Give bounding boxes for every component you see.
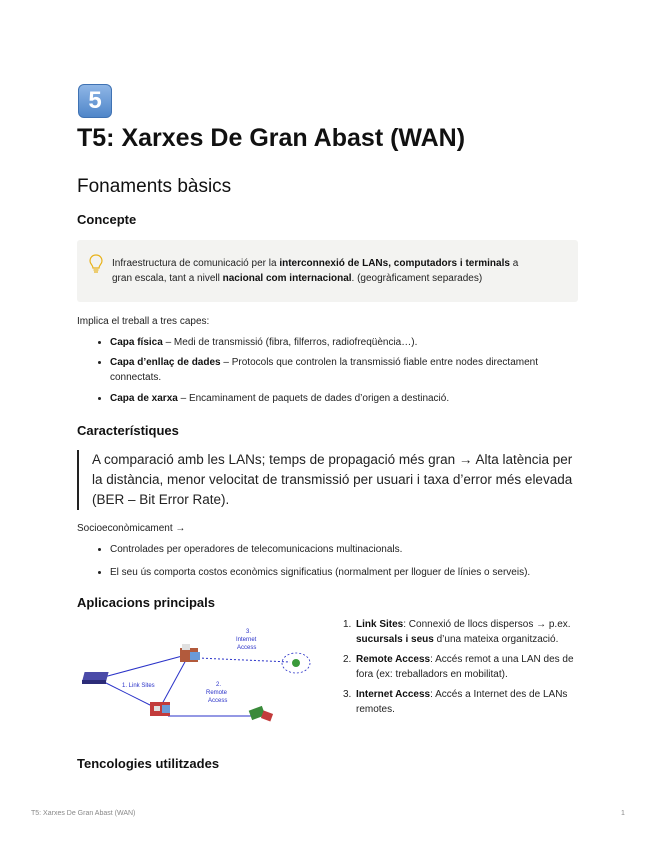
- diagram-label-access: Access: [208, 698, 228, 704]
- socio-list: [98, 542, 583, 580]
- list-item: Controlades per operadores de telecomunicacions multinacionals.: [98, 542, 583, 557]
- globe-icon: [292, 659, 300, 667]
- applications-list: [343, 617, 583, 722]
- subheading-caracteristiques: Característiques: [77, 423, 179, 438]
- diagram-label-link-sites: 1. Link Sites: [122, 683, 155, 689]
- subheading-tecnologies: Tencologies utilitzades: [77, 756, 220, 771]
- page-title: T5: Xarxes De Gran Abast (WAN): [77, 124, 466, 152]
- list-item: Capa física – Medi de transmissió (fibra, filferros, radiofreqüència…).: [98, 335, 583, 350]
- implica-paragraph: Implica el treball a tres capes:: [77, 316, 210, 327]
- footer-title: T5: Xarxes De Gran Abast (WAN): [31, 810, 136, 817]
- capes-list: [98, 335, 583, 406]
- router-icon: [82, 672, 109, 684]
- footer-page-number: 1: [621, 810, 625, 817]
- lightbulb-icon: [89, 254, 103, 274]
- list-item: 1. Link Sites: Connexió de llocs dispersos → p.ex. sucursals i seus d’una mateixa organització.: [343, 619, 571, 645]
- list-item: 3. Internet Access: Accés a Internet des de LANs remotes.: [343, 689, 568, 715]
- latency-quote: A comparació amb les LANs; temps de propagació més gran → Alta latència per la distància, menor velocitat de transmissió per usuari i taxa d’error més elevada (BER – Bit Error Rate).: [77, 450, 582, 510]
- page-number-emoji-icon: 5: [78, 84, 112, 118]
- diagram-label-remote: Remote: [206, 690, 228, 696]
- list-item: Capa de xarxa – Encaminament de paquets de dades d’origen a destinació.: [98, 391, 583, 406]
- diagram-label-internet-access: Access: [237, 645, 257, 651]
- subheading-aplicacions: Aplicacions principals: [77, 595, 215, 610]
- diagram-label-internet-num: 3.: [246, 629, 252, 635]
- office-building-icon: [150, 702, 170, 716]
- office-building-icon: [180, 644, 200, 662]
- remote-user-icon: [249, 706, 273, 722]
- wan-applications-diagram: [78, 622, 328, 728]
- list-item: El seu ús comporta costos econòmics significatius (normalment per lloguer de línies o serveis).: [98, 565, 583, 580]
- link-line: [162, 660, 186, 704]
- link-line: [198, 658, 290, 662]
- link-line: [104, 655, 186, 677]
- diagram-label-remote-num: 2.: [216, 682, 222, 688]
- section-heading-fonaments: Fonaments bàsics: [77, 176, 232, 197]
- list-item: 2. Remote Access: Accés remot a una LAN des de fora (ex: treballadors en mobilitat).: [343, 654, 574, 680]
- callout-text: Infraestructura de comunicació per la interconnexió de LANs, computadors i terminals a gran escala, tant a nivell nacional com internacional. (geogràficament separades): [112, 258, 519, 284]
- concept-callout: [77, 240, 578, 302]
- socio-paragraph: Socioeconòmicament →: [77, 523, 186, 534]
- list-item: Capa d’enllaç de dades – Protocols que controlen la transmissió fiable entre nodes directament connectats.: [98, 355, 583, 385]
- diagram-label-internet: Internet: [236, 637, 257, 643]
- subheading-concepte: Concepte: [77, 212, 137, 227]
